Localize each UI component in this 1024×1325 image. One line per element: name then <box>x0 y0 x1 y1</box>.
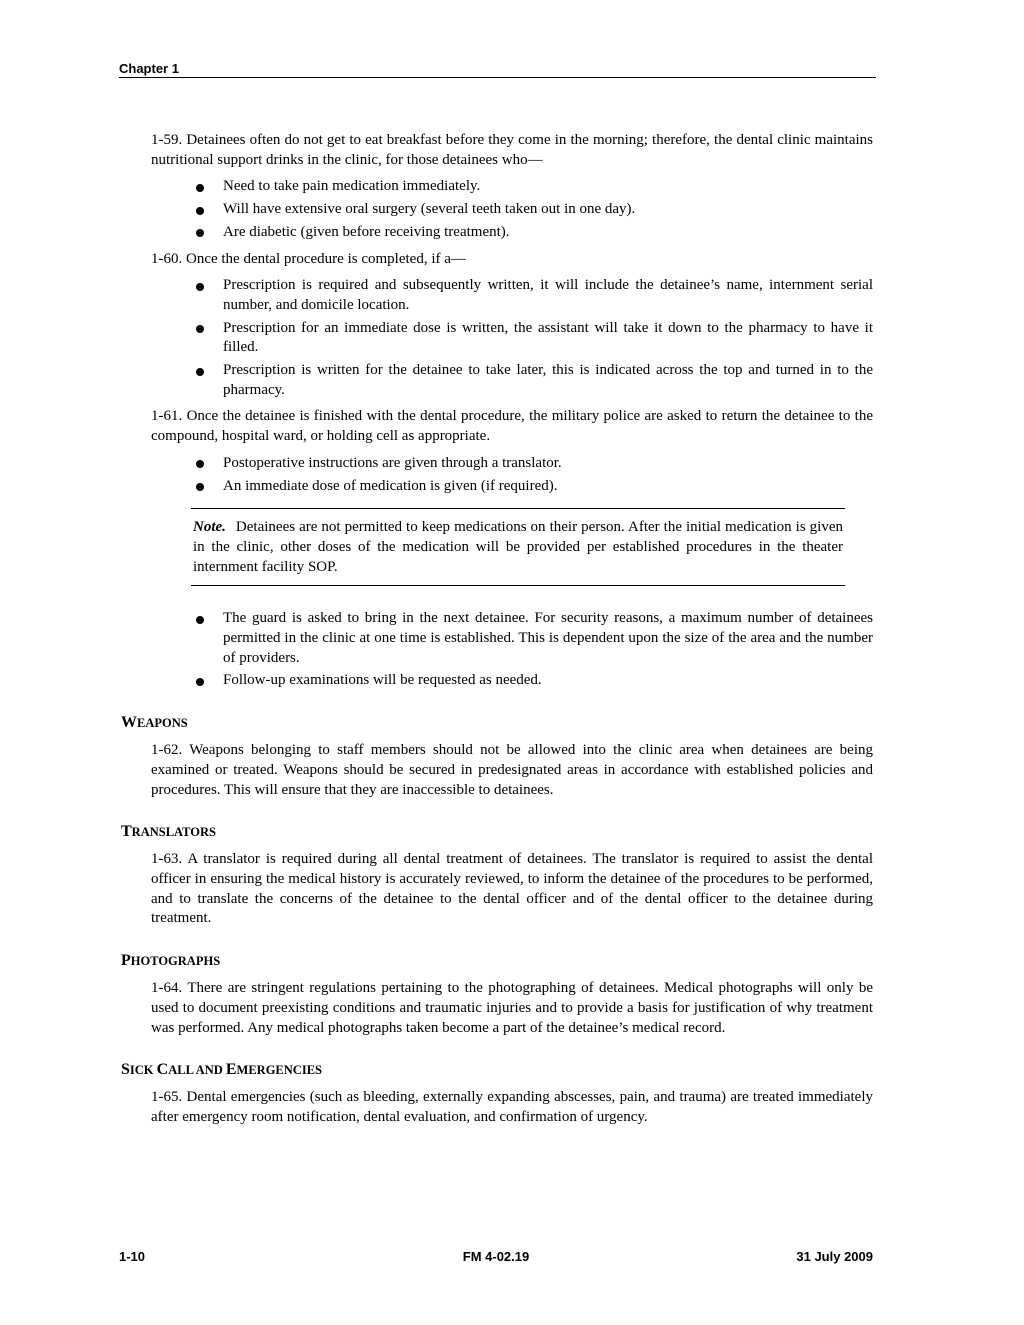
publication-date: 31 July 2009 <box>796 1249 873 1264</box>
paragraph-1-61: 1-61. Once the detainee is finished with the dental procedure, the military police are asked to return the detainee to the compound, hospital ward, or holding cell as appropriate. <box>151 408 873 445</box>
note-text: Detainees are not permitted to keep medications on their person. After the initial medication is given in the clinic, other doses of the medication will be provided per established procedures in the theater internment facility SOP. <box>193 519 843 575</box>
list-item: Prescription is required and subsequently written, it will include the detainee’s name, internment serial number, and domicile location. <box>151 276 873 315</box>
bullet-list-1-59 <box>151 177 873 242</box>
note-box <box>191 508 845 586</box>
note-label: Note. <box>193 519 226 536</box>
list-item: Prescription is written for the detainee to take later, this is indicated across the top and turned in to the pharmacy. <box>151 361 873 400</box>
list-item: Need to take pain medication immediately. <box>151 177 873 197</box>
page-footer <box>119 1249 873 1265</box>
list-item: Postoperative instructions are given through a translator. <box>151 454 873 474</box>
page-header <box>119 61 876 78</box>
section-heading-weapons: WEAPONS <box>121 714 188 732</box>
bullet-icon <box>196 460 204 468</box>
list-item: An immediate dose of medication is given (if required). <box>151 477 873 497</box>
list-item: Will have extensive oral surgery (several teeth taken out in one day). <box>151 200 873 220</box>
section-heading-photographs: PHOTOGRAPHS <box>121 952 221 970</box>
bullet-icon <box>196 283 204 291</box>
bullet-icon <box>196 229 204 237</box>
list-item: Follow-up examinations will be requested as needed. <box>151 671 873 691</box>
bullet-list-after-note <box>151 609 873 691</box>
paragraph-1-60: 1-60. Once the dental procedure is completed, if a— <box>151 250 466 267</box>
manual-number: FM 4-02.19 <box>462 1249 530 1264</box>
section-heading-sick-call: SICK CALL AND EMERGENCIES <box>121 1061 322 1079</box>
list-item: The guard is asked to bring in the next detainee. For security reasons, a maximum number of detainees permitted in the clinic at one time is established. This is dependent upon the size of the area and the number of providers. <box>151 609 873 668</box>
paragraph-1-64: 1-64. There are stringent regulations pertaining to the photographing of detainees. Medical photographs will only be used to document preexisting conditions and traumatic injuries and to provide a basis for justification of why treatment was performed. Any medical photographs taken become a part of the detainee’s medical record. <box>151 980 873 1036</box>
page-body <box>121 131 873 1135</box>
section-heading-translators: TRANSLATORS <box>121 823 216 841</box>
list-item: Are diabetic (given before receiving treatment). <box>151 223 873 243</box>
paragraph-1-65: 1-65. Dental emergencies (such as bleeding, externally expanding abscesses, pain, and trauma) are treated immediately after emergency room notification, dental evaluation, and confirmation of urgency. <box>151 1089 873 1125</box>
paragraph-1-59: 1-59. Detainees often do not get to eat breakfast before they come in the morning; therefore, the dental clinic maintains nutritional support drinks in the clinic, for those detainees who— <box>151 132 873 168</box>
bullet-list-1-61 <box>151 454 873 496</box>
bullet-icon <box>196 325 204 333</box>
page-number: 1-10 <box>119 1249 146 1264</box>
bullet-icon <box>196 207 204 215</box>
bullet-icon <box>196 483 204 491</box>
bullet-icon <box>196 184 204 192</box>
list-item: Prescription for an immediate dose is written, the assistant will take it down to the pharmacy to have it filled. <box>151 319 873 358</box>
bullet-list-1-60 <box>151 276 873 400</box>
chapter-label: Chapter 1 <box>119 61 179 76</box>
paragraph-1-62: 1-62. Weapons belonging to staff members should not be allowed into the clinic area when detainees are being examined or treated. Weapons should be secured in predesignated areas in accordance with established policies and procedures. This will ensure that they are inaccessible to detainees. <box>151 742 873 798</box>
paragraph-1-63: 1-63. A translator is required during all dental treatment of detainees. The translator is required to assist the dental officer in ensuring the medical history is accurately reviewed, to inform the detainee of the procedures to be performed, and to translate the concerns of the detainee to the dental officer and of the dental officer to the detainee during treatment. <box>151 851 873 927</box>
bullet-icon <box>196 616 204 624</box>
bullet-icon <box>196 678 204 686</box>
bullet-icon <box>196 368 204 376</box>
